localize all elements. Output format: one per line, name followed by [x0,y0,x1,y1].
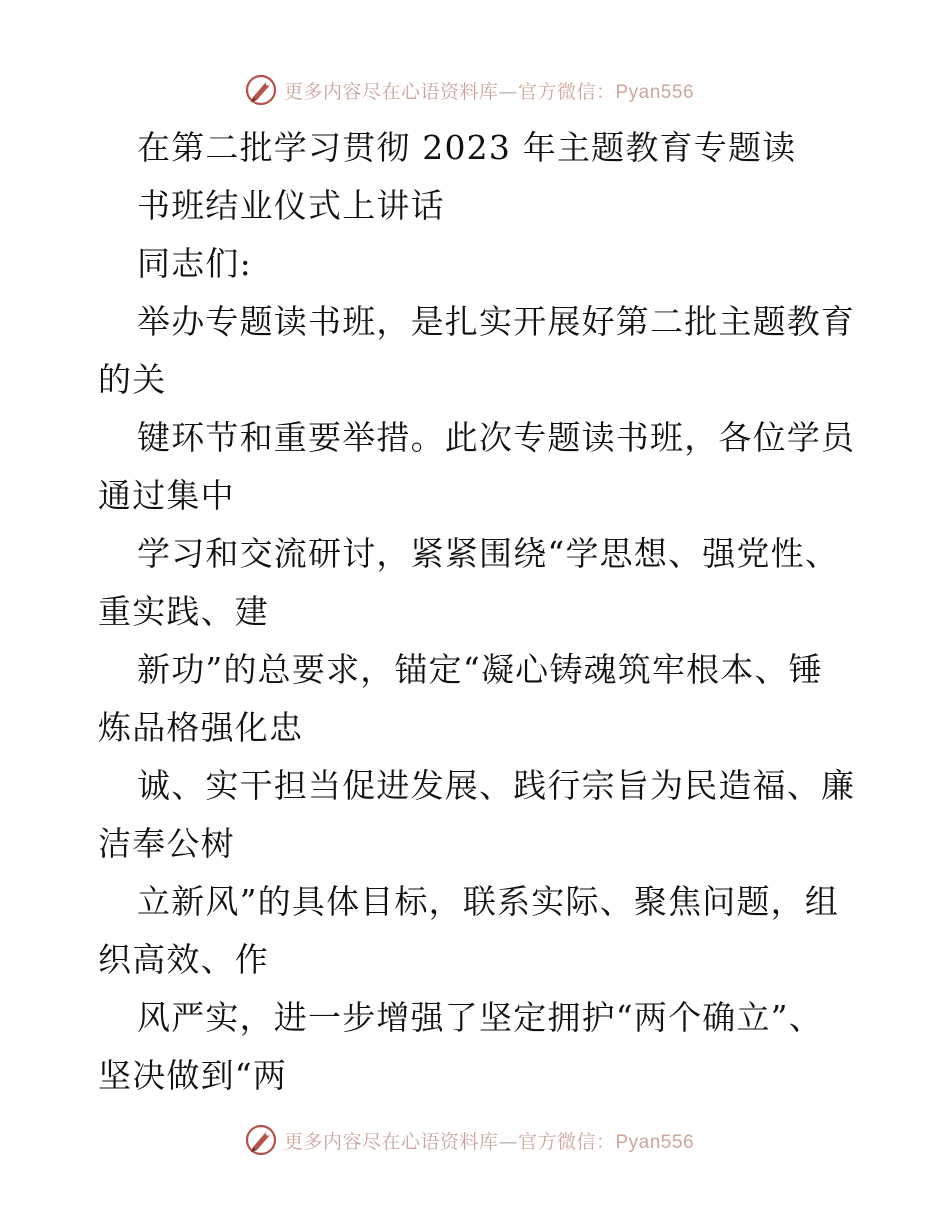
body-line: 洁奉公树 [98,824,235,863]
body-line: 炼品格强化忠 [98,708,304,747]
body-line: 诚、实干担当促进发展、践行宗旨为民造福、廉 [137,766,856,805]
footer-watermark [0,1120,950,1160]
body-line: 的关 [98,360,167,399]
body-line: 学习和交流研讨，紧紧围绕“学思想、强党性、 [137,534,840,573]
pen-seal-icon [244,1123,278,1157]
salutation: 同志们: [137,244,252,283]
pen-seal-icon [244,73,278,107]
body-line: 重实践、建 [98,592,269,631]
document-title-line-1: 在第二批学习贯彻 2023 年主题教育专题读 [137,128,797,167]
body-line: 键环节和重要举措。此次专题读书班，各位学员 [137,418,856,457]
body-line: 通过集中 [98,476,235,515]
body-line: 织高效、作 [98,940,269,979]
header-watermark [0,70,950,110]
body-line: 坚决做到“两 [98,1056,288,1095]
body-line: 举办专题读书班，是扎实开展好第二批主题教育 [137,302,856,341]
body-line: 风严实，进一步增强了坚定拥护“两个确立”、 [137,998,823,1037]
watermark-text: 更多内容尽在心语资料库—官方微信：Pyan556 [283,1130,695,1153]
body-line: 立新风”的具体目标，联系实际、聚焦问题，组 [137,882,840,921]
document-title-line-2: 书班结业仪式上讲话 [137,186,445,225]
body-line: 新功”的总要求，锚定“凝心铸魂筑牢根本、锤 [137,650,823,689]
watermark-text: 更多内容尽在心语资料库—官方微信：Pyan556 [283,80,695,103]
